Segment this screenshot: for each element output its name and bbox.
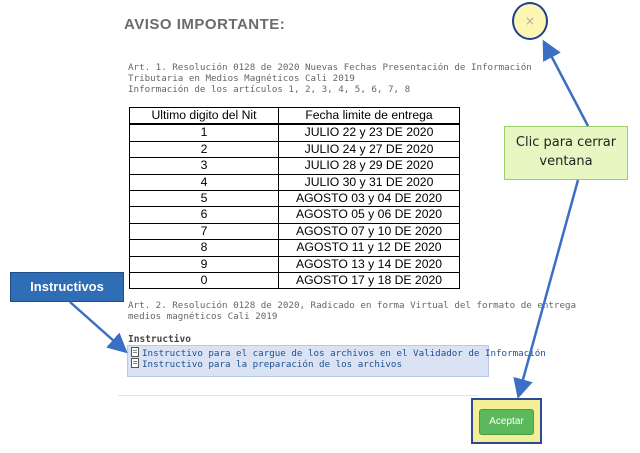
arrow-to-accept [519, 180, 578, 394]
instructivo-link-label[interactable]: Instructivo para el cargue de los archivos en el Validador de Información [142, 348, 546, 359]
nit-digit-cell: 7 [130, 223, 279, 239]
instructivo-heading: Instructivo [128, 334, 191, 345]
modal-title: AVISO IMPORTANTE: [124, 16, 286, 33]
article-2-line-1: Art. 2. Resolución 0128 de 2020, Radicado en forma Virtual del formato de entrega [128, 300, 577, 311]
accept-button[interactable]: Aceptar [479, 409, 534, 435]
nit-digit-cell: 4 [130, 174, 279, 190]
nit-digit-cell: 5 [130, 191, 279, 207]
article-1-line-1: Art. 1. Resolución 0128 de 2020 Nuevas Fechas Presentación de Información [128, 62, 532, 73]
instructivos-callout: Instructivos [10, 272, 124, 302]
arrow-to-instructivo [70, 302, 124, 350]
deadline-cell: JULIO 30 y 31 DE 2020 [279, 174, 460, 190]
nit-digit-cell: 0 [130, 273, 279, 289]
deadline-cell: AGOSTO 07 y 10 DE 2020 [279, 223, 460, 239]
deadline-cell: JULIO 24 y 27 DE 2020 [279, 141, 460, 157]
deadline-cell: AGOSTO 05 y 06 DE 2020 [279, 207, 460, 223]
deadline-cell: JULIO 28 y 29 DE 2020 [279, 158, 460, 174]
deadline-cell: AGOSTO 17 y 18 DE 2020 [279, 273, 460, 289]
column-header-deadline: Fecha limite de entrega [279, 108, 460, 125]
deadline-cell: AGOSTO 03 y 04 DE 2020 [279, 191, 460, 207]
article-1-line-3: Información de los artículos 1, 2, 3, 4, 5, 6, 7, 8 [128, 84, 411, 95]
article-1-line-2: Tributaria en Medios Magnéticos Cali 2019 [128, 73, 355, 84]
article-2-line-2: medios magnéticos Cali 2019 [128, 311, 278, 322]
nit-digit-cell: 1 [130, 124, 279, 141]
nit-digit-cell: 6 [130, 207, 279, 223]
column-header-nit-digit: Ultimo digito del Nit [130, 108, 279, 125]
close-icon[interactable]: × [524, 14, 536, 28]
close-callout-line-2: ventana [539, 154, 593, 169]
deadline-cell: AGOSTO 11 y 12 DE 2020 [279, 240, 460, 256]
nit-digit-cell: 9 [130, 256, 279, 272]
nit-digit-cell: 2 [130, 141, 279, 157]
nit-digit-cell: 8 [130, 240, 279, 256]
deadline-cell: JULIO 22 y 23 DE 2020 [279, 124, 460, 141]
close-callout-line-1: Clic para cerrar [515, 135, 617, 150]
instructivo-link-label[interactable]: Instructivo para la preparación de los archivos [142, 359, 402, 370]
nit-digit-cell: 3 [130, 158, 279, 174]
deadline-cell: AGOSTO 13 y 14 DE 2020 [279, 256, 460, 272]
arrow-to-close [545, 44, 588, 126]
